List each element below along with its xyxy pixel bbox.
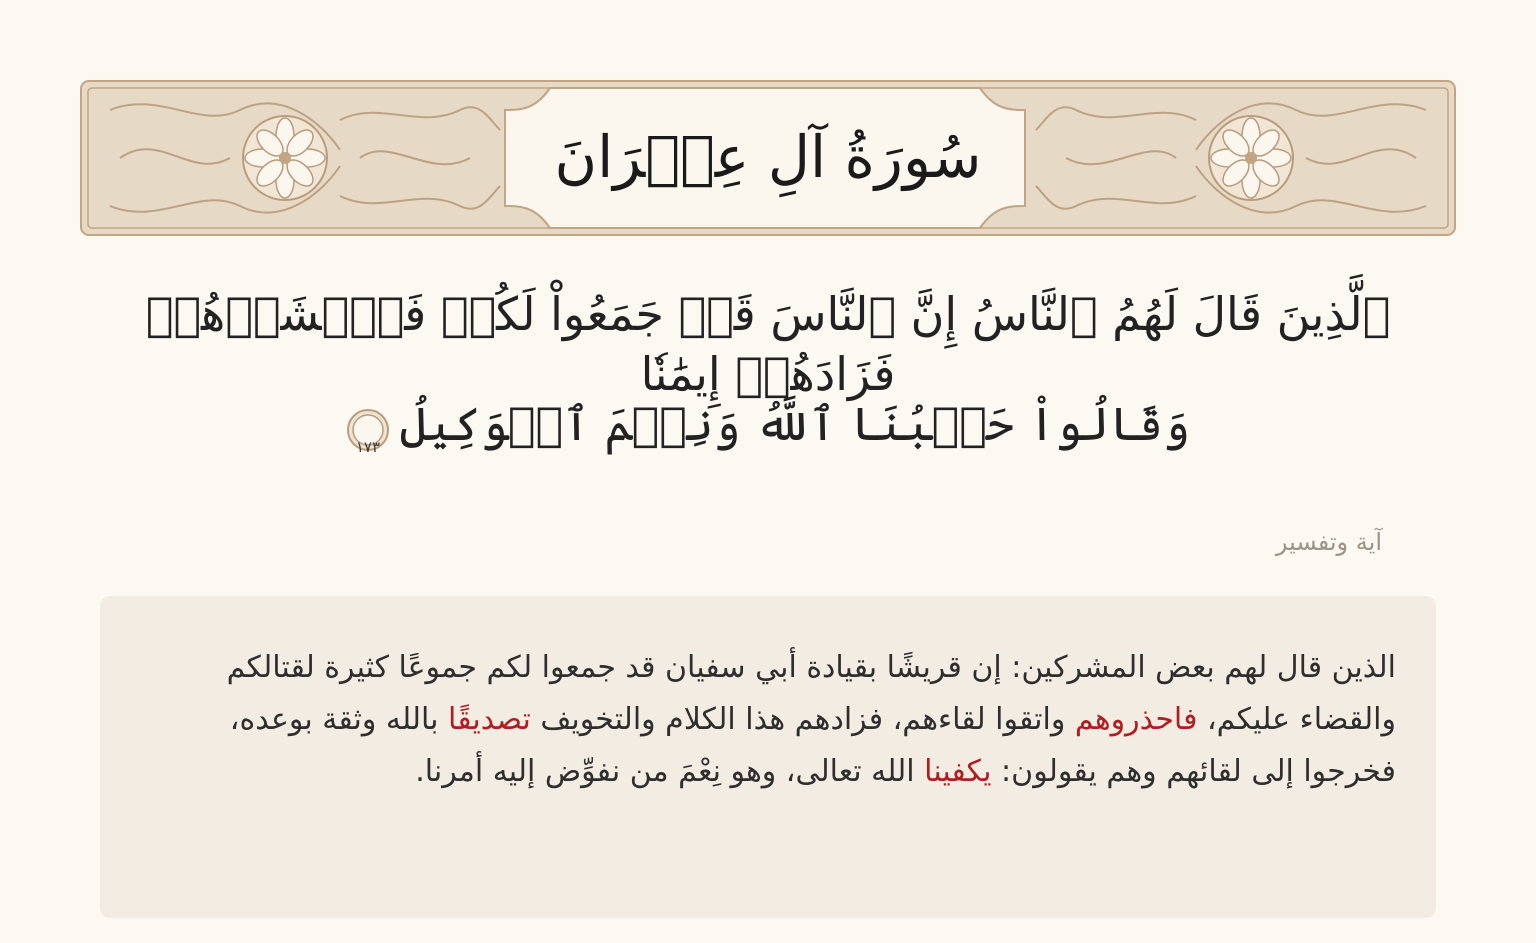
- ayah-number-marker: [346, 406, 390, 456]
- verse-line-1: ٱلَّذِينَ قَالَ لَهُمُ ٱلنَّاسُ إِنَّ ٱلنَّاسَ قَدۡ جَمَعُواْ لَكُمۡ فَٱخۡشَوۡهُمۡ فَزَادَهُمۡ إِيمَٰنٗا: [145, 287, 1391, 401]
- tafsir-highlight-1: فاحذروهم: [1074, 702, 1198, 737]
- tafsir-highlight-3: يكفينا: [924, 754, 992, 789]
- section-label: آية وتفسير: [1275, 528, 1382, 556]
- ayah-number: ١٧٣: [355, 438, 380, 456]
- tafsir-part-1: الذين قال لهم بعض المشركين: إن قريشًا بقيادة أبي سفيان قد جمعوا لكم جموعًا كثيرة لقتالكم والقضاء عليكم،: [226, 650, 1396, 737]
- tafsir-part-3: بالله وثقة بوعده، فخرجوا إلى لقائهم وهم يقولون:: [229, 702, 1396, 789]
- surah-header-banner: [80, 80, 1456, 236]
- verse-line-2: [120, 394, 1416, 454]
- surah-title: سُورَةُ آلِ عِمۡرَانَ: [554, 123, 982, 191]
- tafsir-part-4: الله تعالى، وهو نِعْمَ من نفوِّض إليه أمرنا.: [415, 754, 925, 789]
- verse-line-2-text: وَقَالُواْ حَسۡبُنَا ٱللَّهُ وَنِعۡمَ ٱلۡوَكِيلُ: [399, 397, 1191, 451]
- tafsir-text: [140, 642, 1396, 798]
- tafsir-highlight-2: تصديقًا: [448, 702, 531, 737]
- tafsir-part-2: واتقوا لقاءهم، فزادهم هذا الكلام والتخويف: [530, 702, 1075, 737]
